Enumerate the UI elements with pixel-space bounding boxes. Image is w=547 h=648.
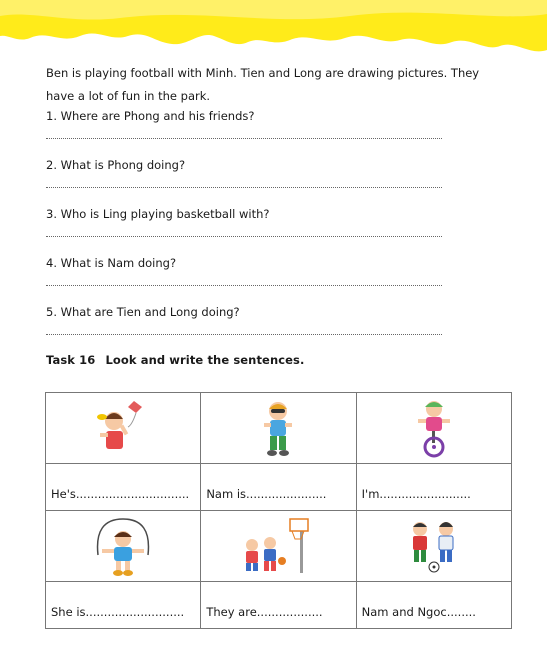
answer-cell-3[interactable]: I'm......................... [356,464,511,511]
question-1: 1. Where are Phong and his friends? [46,109,255,123]
question-4: 4. What is Nam doing? [46,256,177,270]
task-heading [46,353,304,367]
task-number: Task 16 [46,353,96,367]
picture-cell-2 [201,393,356,464]
picture-cell-6 [356,511,511,582]
answer-cell-5[interactable]: They are.................. [201,582,356,629]
answer-line-5[interactable] [46,320,442,335]
answer-cell-1[interactable]: He's............................... [46,464,201,511]
answer-cell-4[interactable]: She is........................... [46,582,201,629]
basketball-boys-icon [238,515,318,577]
boy-sunglasses-icon [248,397,308,459]
header-yellow-band [0,0,547,64]
reading-section [46,62,506,353]
question-3: 3. Who is Ling playing basketball with? [46,207,270,221]
picture-cell-3 [356,393,511,464]
kite-boy-icon [88,397,158,459]
picture-cell-5 [201,511,356,582]
question-2: 2. What is Phong doing? [46,158,186,172]
picture-cell-1 [46,393,201,464]
picture-grid [45,392,512,629]
answer-cell-6[interactable]: Nam and Ngoc........ [356,582,511,629]
answer-line-1[interactable] [46,124,442,139]
unicycle-girl-icon [404,397,464,459]
answer-cell-2[interactable]: Nam is...................... [201,464,356,511]
answer-line-2[interactable] [46,173,442,188]
skipping-girl-icon [88,515,158,577]
answer-line-4[interactable] [46,271,442,286]
picture-cell-4 [46,511,201,582]
question-5: 5. What are Tien and Long doing? [46,305,240,319]
answer-line-3[interactable] [46,222,442,237]
reading-paragraph: Ben is playing football with Minh. Tien and Long are drawing pictures. They have a lot of fun in the park. [46,66,480,103]
task-instruction: Look and write the sentences. [105,353,305,367]
football-kids-icon [394,515,474,577]
